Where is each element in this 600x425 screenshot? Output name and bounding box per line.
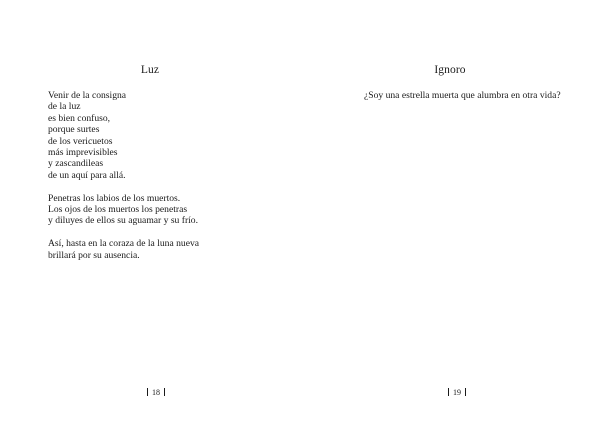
- page-number-text: 19: [453, 388, 461, 397]
- poem-line: y diluyes de ellos su aguamar y su frío.: [48, 215, 199, 227]
- poem-body-ignoro: [364, 90, 594, 113]
- stanza-3: [48, 238, 288, 261]
- poem-line: más imprevisibles: [48, 147, 118, 159]
- folio-bar-left: [448, 388, 449, 396]
- poem-line: de los vericuetos: [48, 135, 113, 147]
- poem-line: porque surtes: [48, 124, 100, 136]
- poem-line: Los ojos de los muertos los penetras: [48, 204, 188, 216]
- stanza-1: [364, 90, 594, 101]
- poem-title-ignoro: Ignoro: [434, 64, 466, 76]
- poem-line: de la luz: [48, 101, 81, 113]
- poem-line: Venir de la consigna: [48, 90, 127, 101]
- poem-line: ¿Soy una estrella muerta que alumbra en otra vida?: [364, 90, 561, 101]
- folio-bar-left: [147, 388, 148, 396]
- right-page: [300, 0, 600, 425]
- poem-line: Penetras los labios de los muertos.: [48, 192, 181, 204]
- poem-line: es bien confuso,: [48, 112, 111, 124]
- stanza-1: [48, 90, 288, 181]
- folio-bar-right: [465, 388, 466, 396]
- page-number-right: [307, 387, 600, 399]
- poem-line: de un aquí para allá.: [48, 169, 126, 181]
- stanza-2: [48, 193, 288, 227]
- poem-body-luz: [48, 90, 288, 272]
- poem-line: Así, hasta en la coraza de la luna nueva: [48, 238, 200, 250]
- folio-bar-right: [164, 388, 165, 396]
- poem-title-luz: Luz: [140, 64, 160, 76]
- page-number-text: 18: [152, 388, 160, 397]
- poem-line: brillará por su ausencia.: [48, 249, 140, 261]
- poem-line: y zascandileas: [48, 158, 104, 170]
- page-number-left: [6, 387, 306, 399]
